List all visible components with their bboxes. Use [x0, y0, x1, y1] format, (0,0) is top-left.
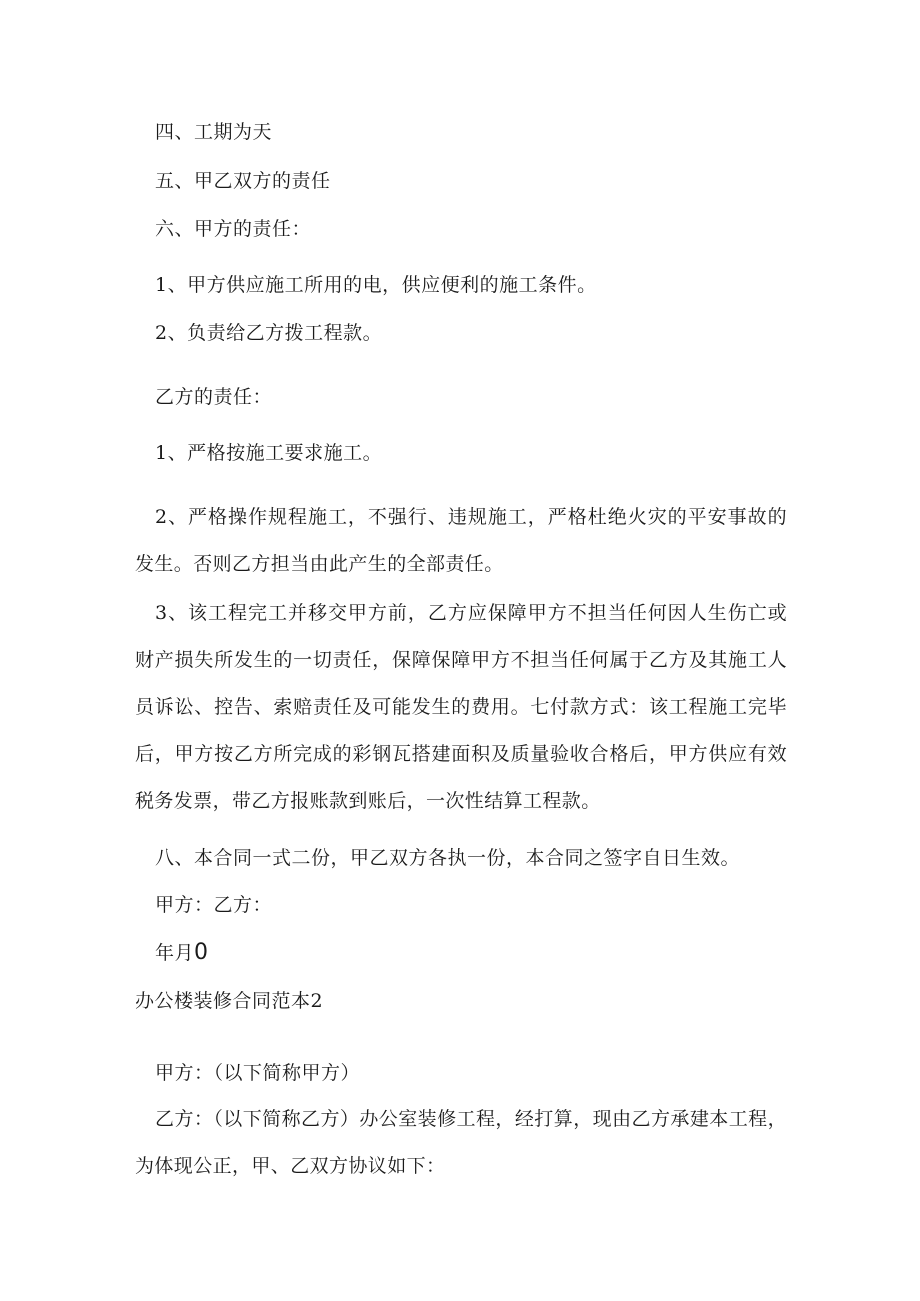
clause-8-copies: 八、本合同一式二份，甲乙双方各执一份，本合同之签字自日生效。: [155, 847, 741, 869]
clause-4-duration: 四、工期为天: [155, 121, 273, 143]
date-line: [155, 941, 209, 965]
signature-line: 甲方：乙方：: [155, 894, 273, 916]
party-a-item-2: 2、负责给乙方拨工程款。: [155, 322, 383, 344]
date-zero: 0: [194, 940, 209, 965]
party-a-line: 甲方：（以下简称甲方）: [155, 1062, 361, 1084]
date-text: 年月: [155, 942, 195, 964]
contract-title-2: 办公楼装修合同范本2: [135, 990, 324, 1012]
party-a-item-1: 1、甲方供应施工所用的电，供应便利的施工条件。: [155, 274, 597, 296]
party-b-item-3: 3、该工程完工并移交甲方前，乙方应保障甲方不担当任何因人生伤亡或财产损失所发生的一切责任，保障保障甲方不担当任何属于乙方及其施工人员诉讼、控告、索赔责任及可能发生的费用。七付款方式：该工程施工完毕后，甲方按乙方所完成的彩钢瓦搭建面积及质量验收合格后，甲方供应有效税务发票，带乙方报账款到账后，一次性结算工程款。: [135, 602, 787, 812]
party-b-item-2: 2、严格操作规程施工，不强行、违规施工，严格杜绝火灾的平安事故的发生。否则乙方担当由此产生的全部责任。: [135, 506, 787, 575]
clause-5-responsibilities: 五、甲乙双方的责任: [155, 170, 331, 192]
clause-6-party-a-heading: 六、甲方的责任：: [155, 218, 312, 240]
party-b-intro: 乙方：（以下简称乙方）办公室装修工程，经打算，现由乙方承建本工程，为体现公正，甲、乙双方协议如下：: [135, 1108, 787, 1177]
party-b-heading: 乙方的责任：: [155, 386, 273, 408]
party-b-item-1: 1、严格按施工要求施工。: [155, 442, 383, 464]
